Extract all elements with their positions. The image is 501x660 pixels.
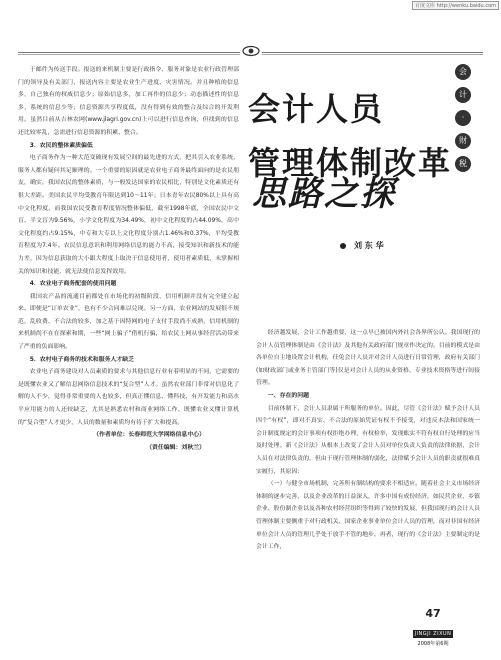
author-name: 刘 东 华 xyxy=(354,241,384,250)
badge-char: 财 xyxy=(455,133,471,149)
left-heading: 3．农民的整体素质偏低 xyxy=(29,142,93,149)
article-title-line3: 思路之探 xyxy=(252,174,396,214)
left-heading: 5．农村电子商务的技术和服务人才缺乏 xyxy=(29,356,135,363)
page-footer xyxy=(392,607,474,647)
left-paragraph: 农业电子商务建设对人员素质的要求与其他信息行业有着明显的不同，它需要的是既懂农业又了解信息网络信息技术的“复合型”人才。虽然农业部门非常对信息化了解的人不少，觉得非常重要的人也较多，但真正懂信息、懂科技、有开发能力和高水平应用能力的人还较缺乏，尤其是熟悉农村和商业网络工作、既懂农业又懂计算机的“复合型”人才更少，人员的数量和素质均有待于扩大和提高。 xyxy=(18,369,239,426)
author-byline xyxy=(340,240,384,251)
left-paragraph: 电子商务作为一种大范变破现有发展空间的最先进的方式，把其引入农业系统，服务人都有疑问其足顺理的。一个重要的原因就是农业电子商务最终面向的是农民朋友，确实，我国农民的整体素质，与一般发达国家的农民相比，特别是文化素质还有很大差距。美国农民平均受教育年限达到10～11年；日本青年农民80%以上具有高中文化程度，而我国农民受教育程度情况整体偏低，截至1998年底，全国农民中文盲、半文盲为9.56%，小学文化程度为34.49%，初中文化程度的占44.09%，高中文化程度约占9.15%，中专和大专以上文化程度分别占1.46%和0.37%，平均受教育程度为7.4年。农民信息意识和利用网络信息的能力不高，接受知识和新技术的能力差，因为信息获取的大小跟大程度上取决于信息使用者，使用者素质低，未掌握相关的知识和技能，就无法使信息发挥效用。 xyxy=(18,155,239,275)
left-column xyxy=(18,64,239,454)
issue-date: 2008年第6期 xyxy=(417,641,449,647)
editor-line: （责任编辑：刘秋兰） xyxy=(146,444,205,451)
bullet-icon xyxy=(340,243,346,249)
journal-name: JINGJI ZIXUN xyxy=(414,631,452,637)
right-paragraph: （一）与健全市场机制，完善所有制结构的要求不相适应。随着社会主义市场经济体制的逐步完善，以及企业改革的日益深入，许多中国有成份经济，如民营企业、乡镇企业、股份制企业以及各种农村经营组织等得到了较快的发展，但我国现行的会计人员管理体制主要侧重于对行政机关、国家企业事业单位会计人员的管理，而对非国有经济单位会计人员的管理几乎处于放手不管的地步。再者，现行的《会计法》主要制定的是会计工作， xyxy=(256,481,480,551)
left-heading: 4．农业电子商务配套的使用问题 xyxy=(29,281,117,288)
watermark: 百度文库 http://wenku.baidu.com xyxy=(412,1,499,10)
article-title-line2: 管理体制改革 xyxy=(248,144,453,182)
badge-char: · xyxy=(455,110,471,126)
right-paragraph: 目前体制下，会计人员隶属于所服务的单位。因此，尽管《会计法》赋予会计人员四个“有权”，即对不真实、不合法的原始凭证有权不予接受，对违反本法和国家统一会计制度规定的会计事项有权拒绝办理，有权检举，发现账实不符有权自行处理的应当及时处理。新《会计法》从根本上改变了会计人员对单位负责人负责的法律依据，会计人员在对法律负责的，但由于现行管理体制的弱化，法律赋予会计人员的职责就很难真实履行，其原因： xyxy=(256,405,480,475)
section-badge xyxy=(450,64,476,168)
right-heading: 一、存在的问题 xyxy=(267,392,310,399)
author-unit: （作者单位：长春师范大学网络信息中心） xyxy=(93,432,205,439)
right-paragraph: 经济越发展，会计工作越重要，这一点早已被国内外社会各界所公认。我国现行的会计人员管理体制是由《会计法》及其他有关政府部门规章作决定的。目前的模式是由各单位自主地设置会计机构，任免会计人员并对会计人员进行日常管理，政府有关部门(如财政部门或业务主管部门等)仅是对会计人员的从业资格、专业技术资格等进行间接管理。 xyxy=(256,330,480,387)
header-ornament-icon xyxy=(240,44,262,58)
badge-char: 计 xyxy=(455,87,471,103)
right-column xyxy=(256,327,480,554)
badge-char: 会 xyxy=(455,64,471,80)
article-title-line1: 会计人员 xyxy=(248,90,385,128)
left-paragraph: 于邮件为传送手段。报送的来机制主要是行政指令、服务对象是农业行政管理部门的领导及有关部门，报送内容主要是农业生产进度、灾害情况。并且种植的信息多，自己独有的权威信息少；原始信息多，加工再作的信息少；动态描述性的信息多，系统的信息少等；信息资源共享程度低，没有得到有效的整合及综合的开发利用。虽然目前从吉林农网(www.jlagri.gov.cn)上可以进行信息查询，但找到的信息还比较零乱，急需进行信息资源的积累、整合。 xyxy=(18,67,239,136)
left-paragraph: 我国农产品的流通目前都处在市场化的初级阶段，信用机制并没有完全建立起来。即便是“订单农业”，也有不少合同难以兑现。另一方面，农业网站的发展很不规范，乱收费、不合法的较多，加之基于因特网的电子支付手段尚不成熟，信用机制的来机制尚不在在探索和期，一些“网上骗子”借机行骗，给农民上网从事经营活动带来了严重的负面影响。 xyxy=(18,293,239,351)
page-number: 47 xyxy=(425,607,441,620)
badge-char: 税 xyxy=(455,156,471,172)
